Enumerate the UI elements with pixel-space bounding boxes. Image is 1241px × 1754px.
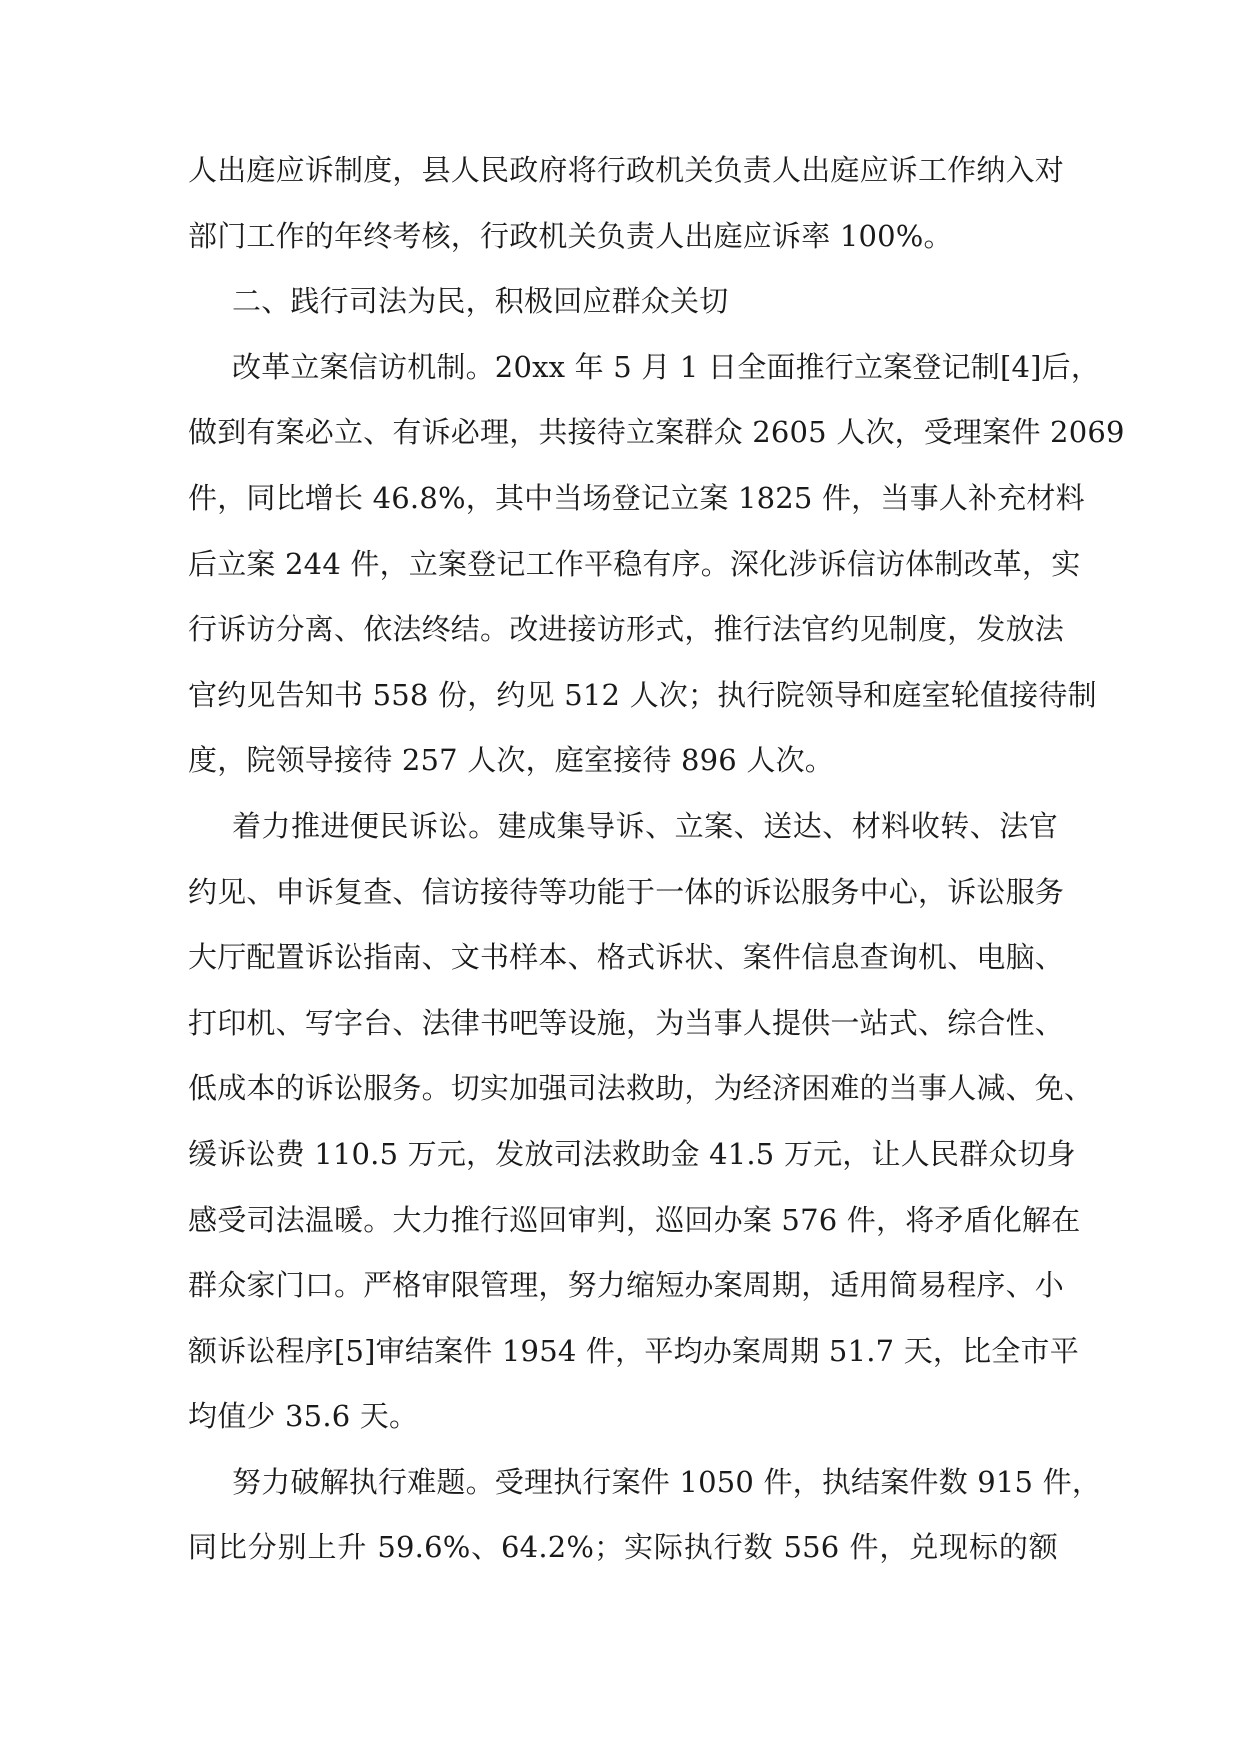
text-line: 缓诉讼费 110.5 万元，发放司法救助金 41.5 万元，让人民群众切身	[188, 1136, 1076, 1171]
text-line: 同比分别上升 59.6%、64.2%；实际执行数 556 件，兑现标的额	[188, 1530, 1058, 1565]
section-heading: 二、践行司法为民，积极回应群众关切	[232, 284, 729, 319]
text-line: 感受司法温暖。大力推行巡回审判，巡回办案 576 件，将矛盾化解在	[188, 1202, 1081, 1237]
text-line: 打印机、写字台、法律书吧等设施，为当事人提供一站式、综合性、	[188, 1005, 1065, 1040]
text-line: 额诉讼程序[5]审结案件 1954 件，平均办案周期 51.7 天，比全市平	[188, 1333, 1079, 1368]
document-body	[188, 152, 1125, 1595]
text-line: 约见、申诉复查、信访接待等功能于一体的诉讼服务中心，诉讼服务	[188, 874, 1065, 909]
text-line: 人出庭应诉制度，县人民政府将行政机关负责人出庭应诉工作纳入对	[188, 153, 1065, 187]
paragraph-first-line: 努力破解执行难题。受理执行案件 1050 件，执结案件数 915 件，	[232, 1464, 1102, 1499]
text-line: 大厅配置诉讼指南、文书样本、格式诉状、案件信息查询机、电脑、	[188, 940, 1065, 975]
paragraph-first-line: 着力推进便民诉讼。建成集导诉、立案、送达、材料收转、法官	[232, 808, 1058, 843]
text-line: 均值少 35.6 天。	[188, 1399, 419, 1434]
text-line: 度，院领导接待 257 人次，庭室接待 896 人次。	[188, 743, 834, 778]
text-line: 行诉访分离、依法终结。改进接访形式，推行法官约见制度，发放法	[188, 612, 1065, 647]
text-line: 做到有案必立、有诉必理，共接待立案群众 2605 人次，受理案件 2069	[188, 415, 1125, 450]
text-line: 部门工作的年终考核，行政机关负责人出庭应诉率 100%。	[188, 218, 953, 253]
text-line: 群众家门口。严格审限管理，努力缩短办案周期，适用简易程序、小	[188, 1268, 1065, 1303]
text-line: 件，同比增长 46.8%，其中当场登记立案 1825 件，当事人补充材料	[188, 480, 1085, 515]
text-line: 后立案 244 件，立案登记工作平稳有序。深化涉诉信访体制改革，实	[188, 546, 1081, 581]
text-line: 官约见告知书 558 份，约见 512 人次；执行院领导和庭室轮值接待制	[188, 677, 1097, 712]
paragraph-first-line: 改革立案信访机制。20xx 年 5 月 1 日全面推行立案登记制[4]后，	[232, 349, 1101, 384]
text-line: 低成本的诉讼服务。切实加强司法救助，为经济困难的当事人减、免、	[188, 1071, 1094, 1106]
